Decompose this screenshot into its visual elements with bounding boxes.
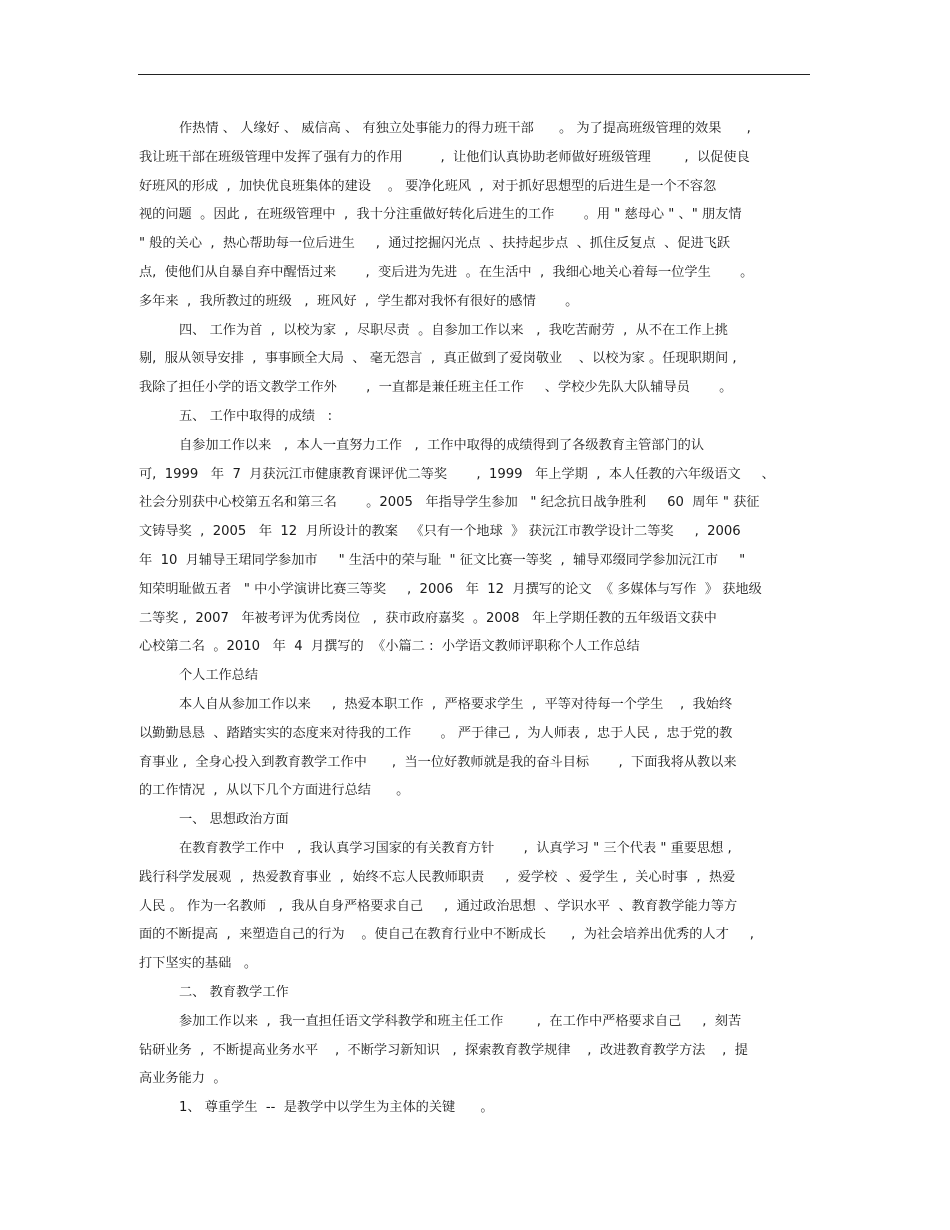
paragraph-line: 我让班干部在班级管理中发挥了强有力的作用 , 让他们认真协助老师做好班级管理 , 以促使良	[139, 149, 750, 165]
paragraph-line: 多年来 , 我所教过的班级 , 班风好 , 学生都对我怀有很好的感情 。	[139, 293, 579, 309]
paragraph-line: 好班风的形成 , 加快优良班集体的建设 。 要净化班风 , 对于抓好思想型的后进生是一个不容忽	[139, 178, 717, 194]
paragraph-line: 以勤勤恳恳 、踏踏实实的态度来对待我的工作 。 严于律己 , 为人师表 , 忠于人民 , 忠于党的教	[139, 725, 733, 741]
paragraph-line: 打下坚实的基础 。	[139, 956, 258, 972]
paragraph-first-line: 四、 工作为首 , 以校为家 , 尽职尽责 。自参加工作以来 , 我吃苦耐劳 , 从不在工作上挑	[179, 322, 728, 338]
paragraph-line: 践行科学发展观 , 热爱教育事业 , 始终不忘人民教师职责 , 爱学校 、爱学生 , 关心时事 , 热爱	[139, 869, 736, 885]
paragraph-first-line: 参加工作以来 , 我一直担任语文学科教学和班主任工作 , 在工作中严格要求自己 , 刻苦	[179, 1013, 742, 1029]
paragraph-first-line: 作热情 、 人缘好 、 威信高 、 有独立处事能力的得力班干部 。 为了提高班级管理的效果 ,	[179, 121, 751, 136]
paragraph-line: 文铸导奖 , 2005 年 12 月所设计的教案 《只有一个地球 》 获沅江市教学设计二等奖 , 2006	[139, 524, 741, 540]
paragraph-first-line: 一、 思想政治方面	[179, 812, 289, 828]
paragraph-line: 育事业 , 全身心投入到教育教学工作中 , 当一位好教师就是我的奋斗目标 , 下面我将从教以来	[139, 754, 737, 770]
paragraph-line: 心校第二名 。2010 年 4 月撰写的 《小篇二 : 小学语文教师评职称个人工作总结	[139, 639, 640, 655]
paragraph-line: 我除了担任小学的语文教学工作外 , 一直都是兼任班主任工作 、学校少先队大队辅导员 。	[139, 380, 733, 396]
paragraph-line: 可, 1999 年 7 月获沅江市健康教育课评优二等奖 , 1999 年上学期 , 本人任教的六年级语文 、	[139, 466, 775, 482]
paragraph-first-line: 本人自从参加工作以来 , 热爱本职工作 , 严格要求学生 , 平等对待每一个学生 , 我始终	[179, 696, 733, 712]
paragraph-line: 高业务能力 。	[139, 1071, 227, 1087]
paragraph-line: 面的不断提高 , 来塑造自己的行为 。使自己在教育行业中不断成长 , 为社会培养出优秀的人才 ,	[139, 927, 754, 943]
paragraph-line: 知荣明耻做五者 " 中小学演讲比赛三等奖 , 2006 年 12 月撰写的论文 《 多媒体与写作 》 获地级	[139, 581, 762, 597]
paragraph-line: 点, 使他们从自暴自弃中醒悟过来 , 变后进为先进 。在生活中 , 我细心地关心着每一位学生 。	[139, 264, 754, 280]
paragraph-line: 剔, 服从领导安排 , 事事顾全大局 、 毫无怨言 , 真正做到了爱岗敬业 、以校为家 。任现职期间 ,	[139, 351, 737, 367]
paragraph-first-line: 个人工作总结	[179, 668, 259, 684]
document-body	[139, 115, 819, 1123]
paragraph-first-line: 自参加工作以来 , 本人一直努力工作 , 工作中取得的成绩得到了各级教育主管部门的认	[179, 437, 705, 453]
paragraph-first-line: 在教育教学工作中 , 我认真学习国家的有关教育方针 , 认真学习 " 三个代表 " 重要思想 ,	[179, 840, 732, 856]
paragraph-line: 社会分别获中心校第五名和第三名 。2005 年指导学生参加 " 纪念抗日战争胜利 60 周年 " 获征	[139, 495, 760, 511]
paragraph-line: 视的问题 。因此 , 在班级管理中 , 我十分注重做好转化后进生的工作 。用 " 慈母心 " 、" 朋友情	[139, 207, 742, 223]
paragraph-first-line: 二、 教育教学工作	[179, 984, 289, 1000]
paragraph-first-line: 五、 工作中取得的成绩 :	[179, 408, 333, 424]
paragraph-line: 人民 。 作为一名教师 , 我从自身严格要求自己 , 通过政治思想 、学识水平 、教育教学能力等方	[139, 898, 738, 914]
paragraph-line: 的工作情况 , 从以下几个方面进行总结 。	[139, 783, 410, 799]
paragraph-line: 年 10 月辅导王珺同学参加市 " 生活中的荣与耻 " 征文比赛一等奖 , 辅导邓缀同学参加沅江市 "	[139, 552, 746, 568]
paragraph-line: 钻研业务 , 不断提高业务水平 , 不断学习新知识 , 探索教育教学规律 , 改进教育教学方法 , 提	[139, 1042, 748, 1058]
header-rule	[138, 74, 810, 75]
paragraph-first-line: 1、 尊重学生 -- 是教学中以学生为主体的关键 。	[179, 1100, 494, 1116]
paragraph-line: " 般的关心 , 热心帮助每一位后进生 , 通过挖掘闪光点 、扶持起步点 、抓住反复点 、促进飞跃	[139, 236, 731, 252]
paragraph-line: 二等奖 , 2007 年被考评为优秀岗位 , 获市政府嘉奖 。2008 年上学期任教的五年级语文获中	[139, 610, 717, 626]
